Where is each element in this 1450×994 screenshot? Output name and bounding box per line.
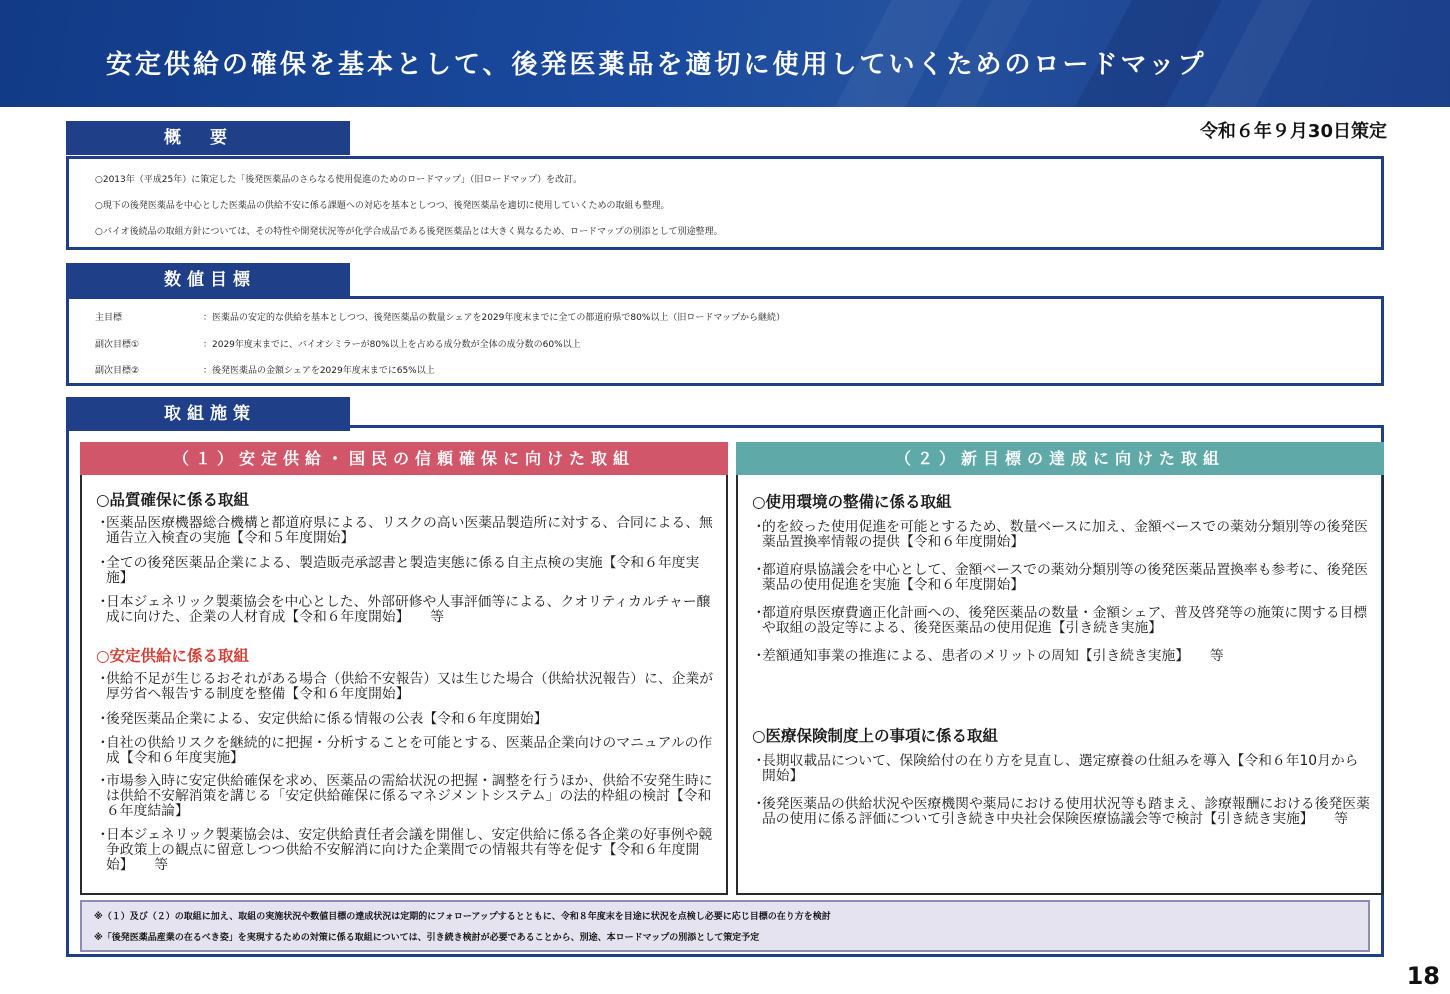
left-measures-column <box>80 442 728 895</box>
overview-line: ○バイオ後続品の取組方針については、その特性や開発状況等が化学合成品である後発医薬品とは大きく異なるため、ロードマップの別添として別途整理。 <box>95 227 723 237</box>
list-item: ・ 都道府県協議会を中心として、金額ベースでの薬効分類別等の後発医薬品置換率も参考に、後発医薬品の使用促進を実施【令和６年度開始】 <box>752 562 1369 593</box>
right-column-header: （２）新目標の達成に向けた取組 <box>736 442 1384 475</box>
footnote-line: ※（１）及び（２）の取組に加え、取組の実施状況や数値目標の達成状況は定期的にフォローアップするとともに、令和８年度末を目途に状況を点検し必要に応じ目標の在り方を検討 <box>94 912 831 922</box>
overview-line: ○2013年（平成25年）に策定した「後発医薬品のさらなる使用促進のためのロードマップ」（旧ロードマップ）を改訂。 <box>95 175 583 185</box>
list-item-text: 後発医薬品の供給状況や医療機関や薬局における使用状況等も踏まえ、診療報酬における後発医薬品の使用に係る評価について引き続き中央社会保険医療協議会等で検討【引き続き実施】 等 <box>762 796 1370 827</box>
list-item: ・ 医薬品医療機器総合機構と都道府県による、リスクの高い医薬品製造所に対する、合同による、無通告立入検査の実施【令和５年度開始】 <box>96 515 713 546</box>
list-item: ・ 供給不足が生じるおそれがある場合（供給不安報告）又は生じた場合（供給状況報告）に、企業が厚労省へ報告する制度を整備【令和６年度開始】 <box>96 671 714 702</box>
overview-box <box>66 156 1384 250</box>
list-item: ・ 長期収載品について、保険給付の在り方を見直し、選定療養の仕組みを導入【令和６年10月から開始】 <box>752 753 1359 784</box>
measures-tab: 取組施策 <box>66 397 350 431</box>
list-item: ・ 後発医薬品企業による、安定供給に係る情報の公表【令和６年度開始】 <box>96 711 548 727</box>
targets-box <box>66 296 1384 386</box>
target-row-sub2 <box>95 358 1381 385</box>
left-column-header: （１）安定供給・国民の信頼確保に向けた取組 <box>80 442 728 475</box>
list-item-text: 全ての後発医薬品企業による、製造販売承認書と製造実態に係る自主点検の実施【令和６年度実施】 <box>106 555 700 586</box>
title-banner <box>0 0 1450 107</box>
quality-section-title: ○品質確保に係る取組 <box>96 491 250 509</box>
target-label: 主目標 <box>95 313 123 323</box>
target-text: ：後発医薬品の金額シェアを2029年度末までに65%以上 <box>203 366 435 376</box>
overview-line: ○現下の後発医薬品を中心とした医薬品の供給不安に係る課題への対応を基本としつつ、後発医薬品を適切に使用していくための取組も整理。 <box>95 201 670 211</box>
list-item: ・ 日本ジェネリック製薬協会を中心とした、外部研修や人事評価等による、クオリティカルチャー醸成に向けた、企業の人材育成【令和６年度開始】 等 <box>96 594 711 625</box>
list-item: ・ 後発医薬品の供給状況や医療機関や薬局における使用状況等も踏まえ、診療報酬における後発医薬品の使用に係る評価について引き続き中央社会保険医療協議会等で検討【引き続き実施】 等 <box>752 796 1370 827</box>
insurance-section-title: ○医療保険制度上の事項に係る取組 <box>752 727 999 745</box>
list-item-text: 市場参入時に安定供給確保を求め、医薬品の需給状況の把握・調整を行うほか、供給不安発生時には供給不安解消策を講じる「安定供給確保に係るマネジメントシステム」の法的枠組の検討【令和６年度結論】 <box>106 773 713 819</box>
list-item-text: 自社の供給リスクを継続的に把握・分析することを可能とする、医薬品企業向けのマニュアルの作成【令和６年度実施】 <box>106 735 713 766</box>
list-item-text: 的を絞った使用促進を可能とするため、数量ベースに加え、金額ベースでの薬効分類別等の後発医薬品置換率情報の提供【令和６年度開始】 <box>762 519 1368 550</box>
list-item-text: 供給不足が生じるおそれがある場合（供給不安報告）又は生じた場合（供給状況報告）に、企業が厚労省へ報告する制度を整備【令和６年度開始】 <box>106 671 714 702</box>
overview-tab: 概 要 <box>66 121 350 155</box>
strategy-date: 令和６年９月30日策定 <box>1199 121 1387 142</box>
list-item-text: 日本ジェネリック製薬協会は、安定供給責任者会議を開催し、安定供給に係る各企業の好事例や競争政策上の観点に留意しつつ供給不安解消に向けた企業間での情報共有等を促す【令和６年度開始】 等 <box>106 827 713 873</box>
target-text: ：2029年度末までに、バイオシミラーが80%以上を占める成分数が全体の成分数の60%以上 <box>203 339 581 350</box>
list-item-text: 長期収載品について、保険給付の在り方を見直し、選定療養の仕組みを導入【令和６年10月から開始】 <box>762 753 1359 784</box>
list-item: ・ 差額通知事業の推進による、患者のメリットの周知【引き続き実施】 等 <box>752 648 1224 664</box>
measures-box <box>66 425 1384 957</box>
list-item: ・ 的を絞った使用促進を可能とするため、数量ベースに加え、金額ベースでの薬効分類別等の後発医薬品置換率情報の提供【令和６年度開始】 <box>752 519 1368 550</box>
list-item: ・ 日本ジェネリック製薬協会は、安定供給責任者会議を開催し、安定供給に係る各企業の好事例や競争政策上の観点に留意しつつ供給不安解消に向けた企業間での情報共有等を促す【令和６年度開始】 等 <box>96 827 713 873</box>
list-item: ・ 自社の供給リスクを継続的に把握・分析することを可能とする、医薬品企業向けのマニュアルの作成【令和６年度実施】 <box>96 735 713 766</box>
target-row-main <box>95 305 1381 332</box>
list-item-text: 後発医薬品企業による、安定供給に係る情報の公表【令和６年度開始】 <box>106 711 548 727</box>
targets-tab: 数値目標 <box>66 263 350 297</box>
list-item: ・ 市場参入時に安定供給確保を求め、医薬品の需給状況の把握・調整を行うほか、供給不安発生時には供給不安解消策を講じる「安定供給確保に係るマネジメントシステム」の法的枠組の検討【令和６年度結論】 <box>96 773 713 819</box>
usage-env-section-title: ○使用環境の整備に係る取組 <box>752 493 952 511</box>
footnote-box <box>80 900 1370 952</box>
list-item-text: 差額通知事業の推進による、患者のメリットの周知【引き続き実施】 等 <box>762 648 1224 664</box>
list-item-text: 都道府県医療費適正化計画への、後発医薬品の数量・金額シェア、普及啓発等の施策に関する目標や取組の設定等による、後発医薬品の使用促進【引き続き実施】 <box>762 605 1368 636</box>
target-text: ：医薬品の安定的な供給を基本としつつ、後発医薬品の数量シェアを2029年度末までに全ての都道府県で80%以上（旧ロードマップから継続） <box>203 313 786 323</box>
list-item-text: 医薬品医療機器総合機構と都道府県による、リスクの高い医薬品製造所に対する、合同による、無通告立入検査の実施【令和５年度開始】 <box>106 515 713 546</box>
page-number: 18 <box>1406 962 1440 990</box>
right-measures-column <box>736 442 1384 895</box>
list-item-text: 日本ジェネリック製薬協会を中心とした、外部研修や人事評価等による、クオリティカルチャー醸成に向けた、企業の人材育成【令和６年度開始】 等 <box>106 594 711 625</box>
page-title: 安定供給の確保を基本として、後発医薬品を適切に使用していくためのロードマップ <box>106 50 1207 80</box>
supply-section-title: ○安定供給に係る取組 <box>96 647 250 665</box>
list-item: ・ 都道府県医療費適正化計画への、後発医薬品の数量・金額シェア、普及啓発等の施策に関する目標や取組の設定等による、後発医薬品の使用促進【引き続き実施】 <box>752 605 1368 636</box>
target-label: 副次目標② <box>95 366 140 376</box>
target-label: 副次目標① <box>95 339 140 350</box>
footnote-line: ※「後発医薬品産業の在るべき姿」を実現するための対策に係る取組については、引き続き検討が必要であることから、別途、本ロードマップの別添として策定予定 <box>94 933 760 943</box>
list-item: ・ 全ての後発医薬品企業による、製造販売承認書と製造実態に係る自主点検の実施【令和６年度実施】 <box>96 555 700 586</box>
target-row-sub1 <box>95 332 1381 359</box>
list-item-text: 都道府県協議会を中心として、金額ベースでの薬効分類別等の後発医薬品置換率も参考に、後発医薬品の使用促進を実施【令和６年度開始】 <box>762 562 1369 593</box>
